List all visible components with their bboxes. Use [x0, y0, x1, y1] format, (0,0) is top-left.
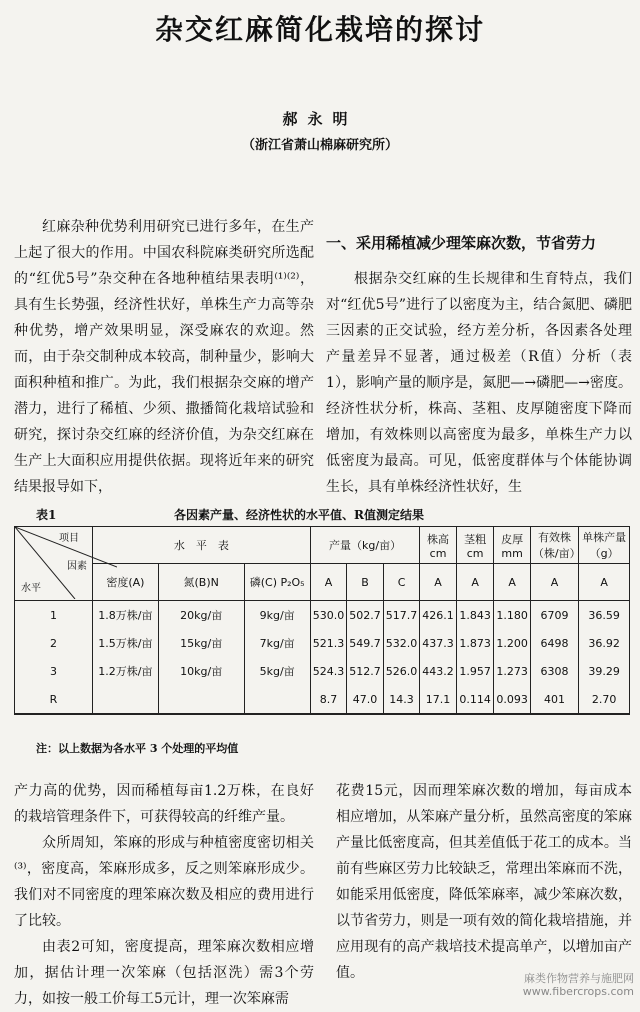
- table-caption-text: 各因素产量、经济性状的水平值、R值测定结果: [174, 508, 424, 522]
- row-level: 1: [15, 601, 93, 630]
- cell-yield-a: 8.7: [310, 685, 347, 714]
- watermark-text: 麻类作物营养与施肥网: [524, 972, 634, 985]
- corner-label-factor: 因素: [67, 561, 87, 572]
- header-yield: 产量（kg/亩）: [310, 527, 420, 564]
- cell-nitrogen: 15kg/亩: [158, 629, 244, 657]
- header-phosphorus-c: 磷(C) P₂O₅: [244, 564, 310, 601]
- cell-yield-c: 517.7: [383, 601, 420, 630]
- cell-yield-per-plant: 36.59: [579, 601, 630, 630]
- cell-stem: 1.873: [456, 629, 494, 657]
- cell-nitrogen: 20kg/亩: [158, 601, 244, 630]
- table-note: 注：以上数据为各水平 3 个处理的平均值: [36, 742, 239, 755]
- header-sub-c: C: [383, 564, 420, 601]
- header-sub-a: A: [310, 564, 347, 601]
- body-left-column: [14, 778, 314, 1012]
- corner-label-level: 水平: [21, 583, 41, 594]
- cell-stem: 1.957: [456, 657, 494, 685]
- cell-yield-per-plant: 36.92: [579, 629, 630, 657]
- cell-yield-a: 521.3: [310, 629, 347, 657]
- cell-yield-c: 526.0: [383, 657, 420, 685]
- cell-yield-a: 524.3: [310, 657, 347, 685]
- header-effective-plants: 有效株（株/亩）: [530, 527, 578, 564]
- header-level-table: 水 平 表: [92, 527, 310, 564]
- cell-effective: 401: [530, 685, 578, 714]
- table-row: [15, 629, 630, 657]
- header-sub-yield-a: A: [579, 564, 630, 601]
- cell-stem: 1.843: [456, 601, 494, 630]
- table-row: [15, 657, 630, 685]
- cell-nitrogen: [158, 685, 244, 714]
- cell-density: [92, 685, 158, 714]
- cell-bark: 0.093: [494, 685, 531, 714]
- header-sub-height-a: A: [420, 564, 457, 601]
- cell-yield-b: 502.7: [347, 601, 384, 630]
- section1-heading: 一、采用稀植减少理笨麻次数，节省劳力: [326, 234, 597, 252]
- body-paragraph: 花费15元，因而理笨麻次数的增加，每亩成本相应增加，从笨麻产量分析，虽然高密度的笨麻产量比低密度高，但其差值低于花工的成本。当前有些麻区劳力比较缺乏，常理出笨麻而不洗，如能采用低密度，降低笨麻率，减少笨麻次数，以节省劳力，则是一项有效的简化栽培措施，并应用现有的高产栽培技术提高单产，以增加亩产值。: [336, 783, 632, 981]
- cell-yield-per-plant: 39.29: [579, 657, 630, 685]
- cell-height: 426.1: [420, 601, 457, 630]
- cell-yield-a: 530.0: [310, 601, 347, 630]
- cell-nitrogen: 10kg/亩: [158, 657, 244, 685]
- site-watermark: [523, 972, 634, 998]
- header-sub-bark-a: A: [494, 564, 531, 601]
- cell-yield-c: 532.0: [383, 629, 420, 657]
- cell-bark: 1.200: [494, 629, 531, 657]
- cell-height: 437.3: [420, 629, 457, 657]
- section1-paragraph: 根据杂交红麻的生长规律和生育特点，我们对“红优5号”进行了以密度为主，结合氮肥、磷肥三因素的正交试验，经方差分析，各因素各处理产量差异不显著，通过极差（R值）分析（表1），影响产量的顺序是，氮肥—→磷肥—→密度。经济性状分析，株高、茎粗、皮厚随密度下降而增加，有效株则以高密度为最多，单株生产力以低密度为最高。可见，低密度群体与个体能协调生长，具有单株经济性状好，生: [326, 271, 632, 495]
- intro-paragraph: 红麻杂种优势利用研究已进行多年，在生产上起了很大的作用。中国农科院麻类研究所选配的“红优5号”杂交种在各地种植结果表明⁽¹⁾⁽²⁾，具有生长势强，经济性状好，单株生产力高等杂种优势，增产效果明显，深受麻农的欢迎。然而，由于杂交制种成本较高，制种量少，影响大面积种植和推广。为此，我们根据杂交麻的增产潜力，进行了稀植、少须、撒播简化栽培试验和研究，探讨杂交红麻的经济价值，为杂交红麻在生产上大面积应用提供依据。现将近年来的研究结果报导如下，: [14, 219, 314, 495]
- cell-phosphorus: 9kg/亩: [244, 601, 310, 630]
- results-table: [14, 526, 630, 715]
- cell-yield-b: 47.0: [347, 685, 384, 714]
- header-bark-thickness: 皮厚 mm: [494, 527, 531, 564]
- header-density-a: 密度(A): [92, 564, 158, 601]
- cell-density: 1.2万株/亩: [92, 657, 158, 685]
- header-sub-stem-a: A: [456, 564, 494, 601]
- row-level: R: [15, 685, 93, 714]
- body-paragraph: 由表2可知，密度提高，理笨麻次数相应增加，据估计理一次笨麻（包括沤洗）需3个劳力，如按一般工价每工5元计，理一次笨麻需: [14, 939, 314, 1007]
- table-row: [15, 601, 630, 630]
- author-name: 郝永明: [282, 110, 358, 128]
- cell-height: 17.1: [420, 685, 457, 714]
- cell-phosphorus: [244, 685, 310, 714]
- cell-density: 1.8万株/亩: [92, 601, 158, 630]
- table-row: [15, 685, 630, 714]
- cell-phosphorus: 7kg/亩: [244, 629, 310, 657]
- intro-column: [14, 214, 314, 500]
- body-paragraph: 众所周知，笨麻的形成与种植密度密切相关⁽³⁾，密度高，笨麻形成多，反之则笨麻形成少。我们对不同密度的理笨麻次数及相应的费用进行了比较。: [14, 835, 314, 929]
- paper-title: 杂交红麻简化栽培的探讨: [154, 13, 485, 46]
- watermark-url: www.fibercrops.com: [522, 985, 634, 998]
- cell-density: 1.5万株/亩: [92, 629, 158, 657]
- author-affiliation: （浙江省萧山棉麻研究所）: [241, 138, 398, 153]
- row-level: 2: [15, 629, 93, 657]
- header-nitrogen-b: 氮(B)N: [158, 564, 244, 601]
- corner-label-item: 项目: [59, 533, 79, 544]
- body-paragraph: 产力高的优势，因而稀植每亩1.2万株，在良好的栽培管理条件下，可获得较高的纤维产量。: [14, 783, 314, 825]
- cell-effective: 6709: [530, 601, 578, 630]
- header-sub-b: B: [347, 564, 384, 601]
- header-stem-diameter: 茎粗 cm: [456, 527, 494, 564]
- header-yield-per-plant: 单株产量（g）: [579, 527, 630, 564]
- cell-bark: 1.273: [494, 657, 531, 685]
- cell-yield-b: 549.7: [347, 629, 384, 657]
- cell-bark: 1.180: [494, 601, 531, 630]
- table-corner-cell: [15, 527, 93, 601]
- cell-effective: 6308: [530, 657, 578, 685]
- body-right-column: [336, 778, 632, 986]
- header-plant-height: 株高 cm: [420, 527, 457, 564]
- cell-phosphorus: 5kg/亩: [244, 657, 310, 685]
- section1-column: [326, 230, 632, 500]
- cell-yield-c: 14.3: [383, 685, 420, 714]
- cell-effective: 6498: [530, 629, 578, 657]
- cell-height: 443.2: [420, 657, 457, 685]
- cell-stem: 0.114: [456, 685, 494, 714]
- cell-yield-b: 512.7: [347, 657, 384, 685]
- cell-yield-per-plant: 2.70: [579, 685, 630, 714]
- table-number: 表1: [36, 508, 57, 522]
- header-sub-effective-a: A: [530, 564, 578, 601]
- row-level: 3: [15, 657, 93, 685]
